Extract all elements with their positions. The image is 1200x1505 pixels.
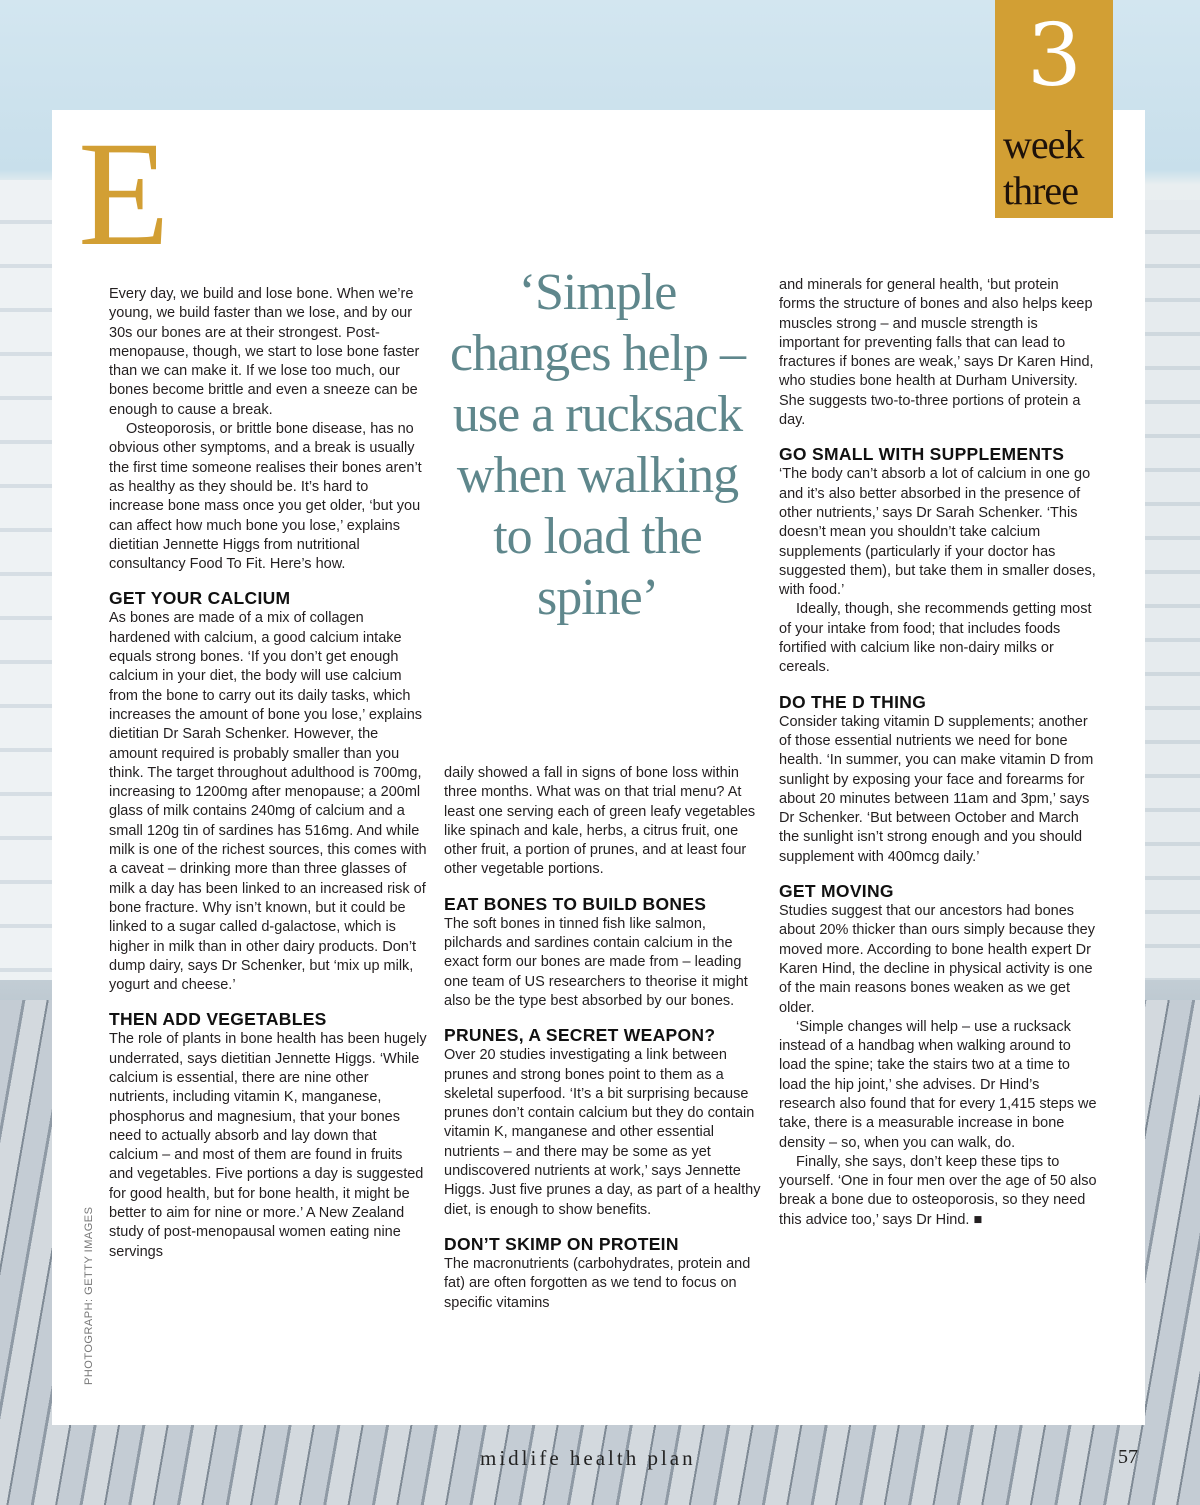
drop-cap: E bbox=[78, 111, 170, 277]
week-label-line1: week bbox=[1003, 122, 1084, 167]
week-label-line2: three bbox=[1003, 168, 1078, 213]
body-paragraph: daily showed a fall in signs of bone loss within three months. What was on that trial menu? At least one serving each of green leafy vegetables like spinach and kale, herbs, a citrus fruit, one other fruit, a portion of prunes, and at least four other vegetable portions. bbox=[444, 765, 756, 878]
section-heading: GET YOUR CALCIUM bbox=[109, 588, 291, 609]
article-column-3 bbox=[779, 276, 1097, 1230]
body-paragraph: As bones are made of a mix of collagen hardened with calcium, a good calcium intake equals strong bones. ‘If you don’t get enough calcium in your diet, the body will use calcium from the bone to carry out its daily tasks, which increases the amount of bone you lose,’ explains dietitian Dr Sarah Schenker. However, the amount required is probably smaller than you think. The target throughout adulthood is 700mg, increasing to 1200mg after menopause; a 200ml glass of milk contains 240mg of calcium and a small 120g tin of sardines has 516mg. And while milk is one of the richest sources, this comes with a caveat – drinking more than three glasses of milk a day has been linked to an increased risk of bone fracture. Why isn’t known, but it could be linked to a sugar called d-galactose, which is higher in milk than in other dairy products. Don’t dump dairy, says Dr Schenker, but ‘mix up milk, yogurt and cheese.’ bbox=[109, 610, 427, 994]
body-paragraph: Over 20 studies investigating a link between prunes and strong bones point to them as a skeletal superfood. ‘It’s a bit surprising because prunes don’t contain calcium but they do contain vitamin K, manganese and other essential nutrients – and there may be some as yet undiscovered nutrients at work,’ says Jennette Higgs. Just five prunes a day, as part of a healthy diet, is enough to show benefits. bbox=[444, 1047, 761, 1218]
body-paragraph: Consider taking vitamin D supplements; another of those essential nutrients we need for bone health. ‘In summer, you can make vitamin D from sunlight by exposing your face and forearms for about 20 minutes between 11am and 3pm,’ says Dr Schenker. ‘But between October and March the sunlight isn’t strong enough and you should supplement with 400mcg daily.’ bbox=[779, 713, 1094, 865]
section-heading: DON’T SKIMP ON PROTEIN bbox=[444, 1233, 679, 1254]
section-heading: GO SMALL WITH SUPPLEMENTS bbox=[779, 444, 1065, 465]
section-heading: PRUNES, A SECRET WEAPON? bbox=[444, 1025, 716, 1046]
section-heading: DO THE D THING bbox=[779, 691, 927, 712]
body-paragraph: ‘Simple changes will help – use a rucksack instead of a handbag when walking around to load the spine; take the stairs two at a time to load the hip joint,’ she advises. Dr Hind’s research also found that for every 1,415 steps we take, there is a measurable increase in bone density – so, when you can walk, do. bbox=[779, 1018, 1097, 1151]
background-beach-huts-right bbox=[1145, 200, 1200, 980]
body-paragraph: Ideally, though, she recommends getting most of your intake from food; that includes foods fortified with calcium like non-dairy milks or cereals. bbox=[779, 601, 1092, 676]
body-paragraph: The soft bones in tinned fish like salmon, pilchards and sardines contain calcium in the exact form our bones are made from – leading one team of US researchers to theorise it might also be the type best absorbed by our bones. bbox=[444, 915, 748, 1009]
body-paragraph: The role of plants in bone health has been hugely underrated, says dietitian Jennette Higgs. ‘While calcium is essential, there are nine other nutrients, including vitamin K, manganese, phosphorus and magnesium, that your bones need to actually absorb and lay down that calcium – and most of them are found in fruits and vegetables. Five portions a day is suggested for good health, but for bone health, it might be better to aim for nine or more.’ A New Zealand study of post-menopausal women eating nine servings bbox=[109, 1031, 427, 1260]
section-heading: THEN ADD VEGETABLES bbox=[109, 1009, 327, 1030]
page-number: 57 bbox=[1118, 1446, 1138, 1468]
body-paragraph: and minerals for general health, ‘but protein forms the structure of bones and also helps keep muscles strong – and muscle strength is important for preventing falls that can lead to fractures if bones are weak,’ says Dr Karen Hind, who studies bone health at Durham University. She suggests two-to-three portions of protein a day. bbox=[779, 277, 1094, 429]
body-paragraph: Every day, we build and lose bone. When we’re young, we build faster than we lose, and by our 30s our bones are at their strongest. Post-menopause, though, we start to lose bone faster than we can make it. If we lose too much, our bones become brittle and even a sneeze can be enough to cause a break. bbox=[109, 286, 420, 418]
article-column-2 bbox=[444, 764, 762, 1313]
article-column-1 bbox=[109, 285, 427, 1262]
body-paragraph: The macronutrients (carbohydrates, protein and fat) are often forgotten as we tend to focus on specific vitamins bbox=[444, 1255, 751, 1311]
background-beach-huts-left bbox=[0, 180, 52, 980]
week-number: 3 bbox=[1027, 6, 1082, 106]
section-heading: EAT BONES TO BUILD BONES bbox=[444, 893, 707, 914]
body-paragraph: Osteoporosis, or brittle bone disease, has no obvious other symptoms, and a break is usually the first time someone realises their bones aren’t as healthy as they should be. It’s hard to increase bone mass once you get older, ‘but you can affect how much bone you lose,’ explains dietitian Jennette Higgs from nutritional consultancy Food To Fit. Here’s how. bbox=[109, 421, 422, 573]
pull-quote: ‘Simple changes help – use a rucksack when walking to load the spine’ bbox=[449, 264, 745, 626]
body-paragraph: Studies suggest that our ancestors had bones about 20% thicker than ours simply because they moved more. According to bone health expert Dr Karen Hind, the decline in physical activity is one of the main reasons bones weaken as we get older. bbox=[779, 903, 1095, 1016]
section-heading: GET MOVING bbox=[779, 881, 894, 902]
body-paragraph: ‘The body can’t absorb a lot of calcium in one go and it’s also better absorbed in the presence of other nutrients,’ says Dr Sarah Schenker. ‘This doesn’t mean you shouldn’t take calcium supplements (particularly if your doctor has suggested them), but take them in smaller doses, with food.’ bbox=[779, 466, 1096, 599]
week-badge bbox=[995, 0, 1113, 218]
week-label bbox=[1003, 122, 1083, 214]
body-paragraph: Finally, she says, don’t keep these tips to yourself. ‘One in four men over the age of 50 also break a bone due to osteoporosis, so they need this advice too,’ says Dr Hind. ■ bbox=[779, 1153, 1097, 1228]
photo-credit: PHOTOGRAPH: GETTY IMAGES bbox=[83, 1206, 95, 1385]
footer-section-title: midlife health plan bbox=[480, 1446, 696, 1470]
